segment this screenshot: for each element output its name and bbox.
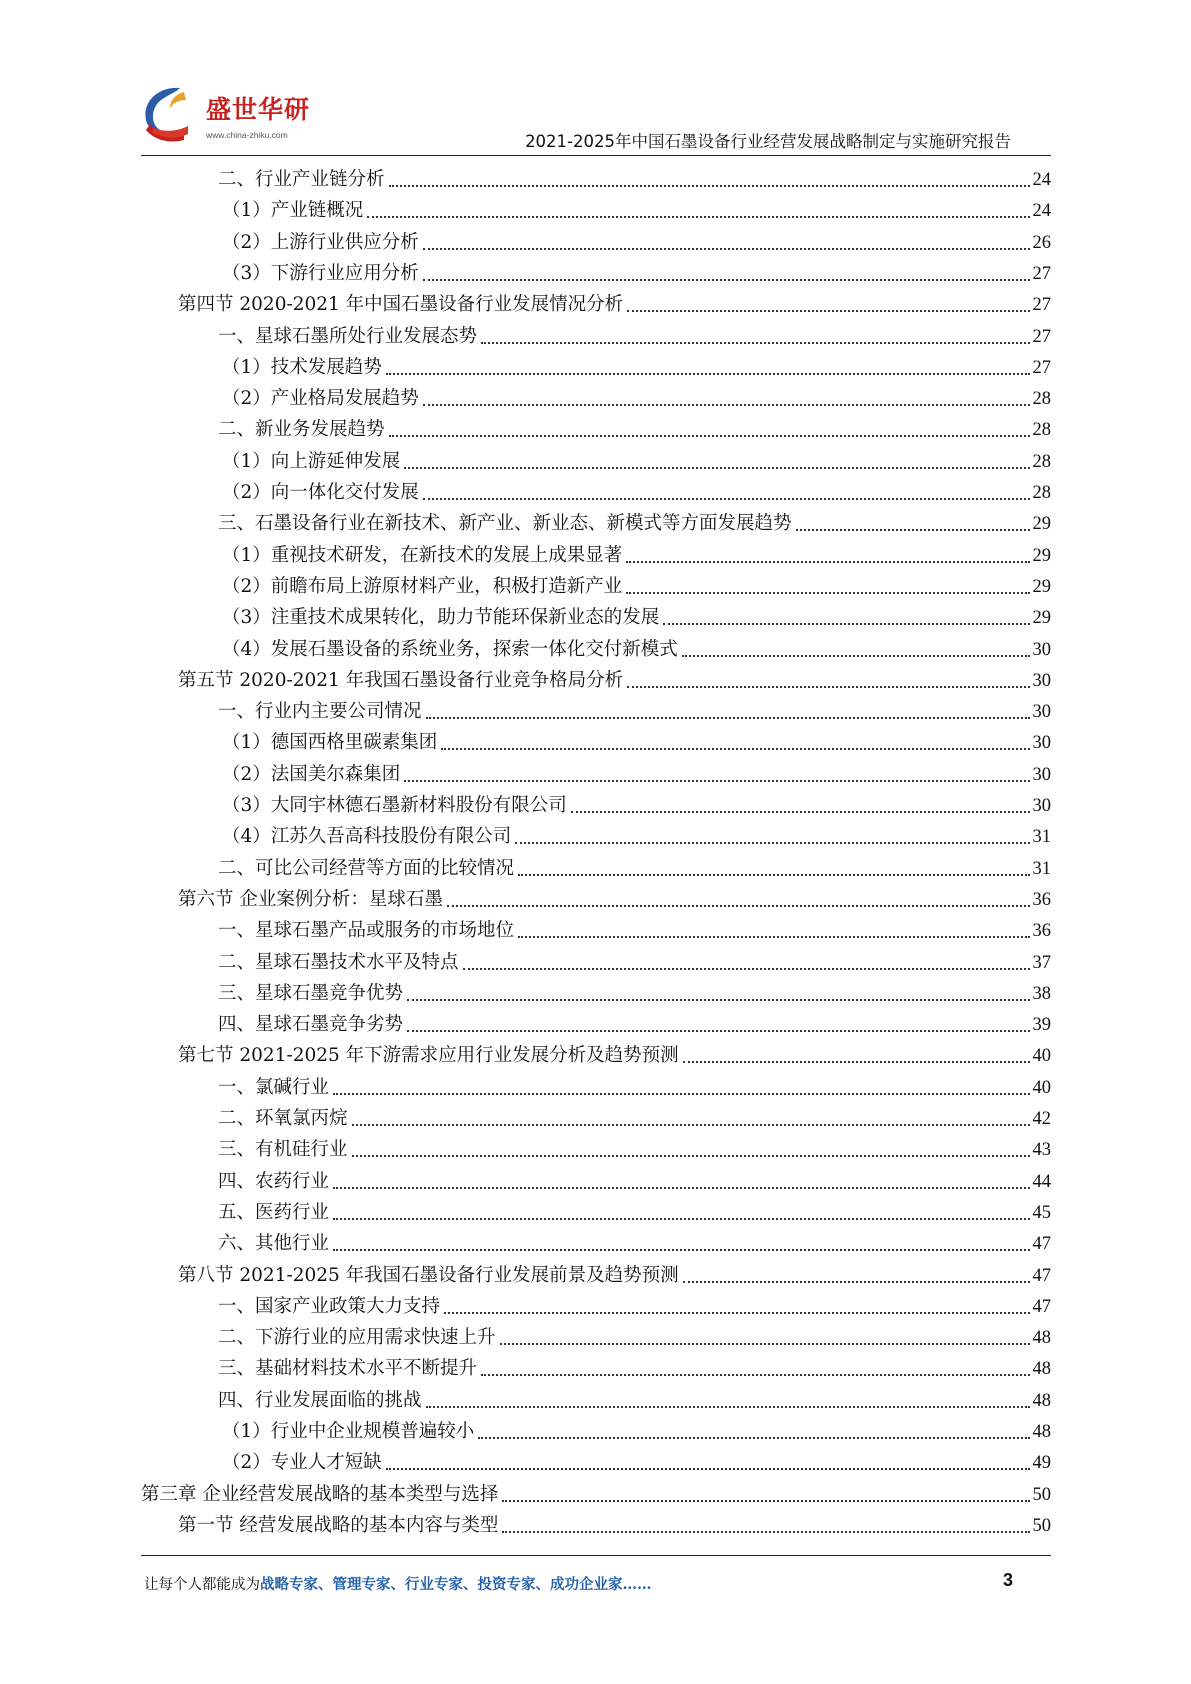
toc-entry[interactable] xyxy=(218,411,1051,442)
toc-entry-title: 第三章 企业经营发展战略的基本类型与选择 xyxy=(141,1483,499,1505)
toc-entry-page: 31 xyxy=(1032,827,1051,848)
toc-leader-dots xyxy=(625,669,1032,693)
toc-leader-dots xyxy=(421,262,1033,286)
toc-entry-title: 三、石墨设备行业在新技术、新产业、新业态、新模式等方面发展趋势 xyxy=(218,513,792,535)
toc-entry[interactable] xyxy=(218,1382,1051,1413)
toc-entry[interactable] xyxy=(222,1413,1051,1444)
toc-leader-dots xyxy=(350,1138,1033,1162)
toc-leader-dots xyxy=(569,794,1033,818)
toc-entry-title: （2）前瞻布局上游原材料产业，积极打造新产业 xyxy=(222,575,623,597)
toc-leader-dots xyxy=(624,575,1032,599)
toc-entry[interactable] xyxy=(178,881,1051,912)
toc-entry-title: （1）行业中企业规模普遍较小 xyxy=(222,1421,475,1442)
toc-entry[interactable] xyxy=(218,693,1051,724)
toc-entry-title: （2）上游行业供应分析 xyxy=(222,231,419,253)
toc-leader-dots xyxy=(421,481,1033,505)
toc-entry-title: （2）产业格局发展趋势 xyxy=(222,388,419,410)
toc-entry[interactable] xyxy=(222,192,1051,223)
toc-entry-page: 47 xyxy=(1032,1296,1051,1317)
toc-entry-title: 一、氯碱行业 xyxy=(218,1076,330,1098)
toc-entry-title: （1）重视技术研发，在新技术的发展上成果显著 xyxy=(222,544,623,566)
toc-entry-page: 40 xyxy=(1032,1046,1051,1067)
toc-entry-page: 42 xyxy=(1032,1109,1051,1129)
toc-entry[interactable] xyxy=(218,944,1051,975)
toc-entry-title: （2）专业人才短缺 xyxy=(222,1452,382,1474)
toc-entry[interactable] xyxy=(218,161,1051,192)
toc-entry-title: 一、星球石墨所处行业发展态势 xyxy=(218,325,478,347)
toc-leader-dots xyxy=(384,356,1033,380)
footer-divider xyxy=(141,1555,1051,1556)
toc-leader-dots xyxy=(794,512,1033,536)
toc-entry[interactable] xyxy=(222,631,1051,662)
toc-entry[interactable] xyxy=(222,537,1051,568)
document-title: 2021-2025年中国石墨设备行业经营发展战略制定与实施研究报告 xyxy=(525,132,1011,151)
toc-entry[interactable] xyxy=(222,818,1051,849)
toc-entry-page: 48 xyxy=(1032,1390,1051,1411)
toc-entry[interactable] xyxy=(178,1257,1051,1288)
toc-entry-page: 50 xyxy=(1032,1484,1051,1505)
toc-leader-dots xyxy=(625,293,1032,317)
toc-entry[interactable] xyxy=(222,724,1051,755)
toc-entry[interactable] xyxy=(218,1319,1051,1350)
toc-leader-dots xyxy=(421,387,1033,411)
toc-entry[interactable] xyxy=(218,912,1051,943)
toc-entry[interactable] xyxy=(218,1163,1051,1194)
toc-leader-dots xyxy=(331,1201,1032,1225)
toc-entry-title: （3）下游行业应用分析 xyxy=(222,262,419,284)
logo-name: 盛世华研 xyxy=(206,95,311,124)
toc-entry-page: 29 xyxy=(1032,576,1051,597)
toc-entry-page: 31 xyxy=(1032,858,1051,879)
toc-entry[interactable] xyxy=(218,1006,1051,1037)
toc-entry-page: 37 xyxy=(1032,952,1051,973)
toc-entry-title: 三、基础材料技术水平不断提升 xyxy=(218,1358,478,1380)
toc-entry-page: 30 xyxy=(1032,733,1051,754)
toc-entry-page: 36 xyxy=(1032,889,1051,910)
toc-entry[interactable] xyxy=(222,756,1051,787)
toc-entry-page: 27 xyxy=(1032,357,1051,378)
page-number: 3 xyxy=(1002,1570,1013,1590)
toc-entry-title: （4）江苏久吾高科技股份有限公司 xyxy=(222,826,512,848)
toc-entry[interactable] xyxy=(218,1225,1051,1256)
toc-leader-dots xyxy=(680,638,1033,662)
toc-leader-dots xyxy=(424,1389,1033,1413)
toc-entry-page: 43 xyxy=(1032,1140,1051,1161)
toc-entry[interactable] xyxy=(178,662,1051,693)
toc-leader-dots xyxy=(331,1232,1032,1256)
toc-entry-title: 第八节 2021-2025 年我国石墨设备行业发展前景及趋势预测 xyxy=(178,1264,679,1286)
toc-entry-page: 29 xyxy=(1032,545,1051,566)
toc-entry-title: 一、星球石墨产品或服务的市场地位 xyxy=(218,920,515,942)
toc-leader-dots xyxy=(424,700,1033,724)
toc-entry-page: 26 xyxy=(1032,232,1051,253)
toc-entry[interactable] xyxy=(222,255,1051,286)
toc-entry-title: 二、行业产业链分析 xyxy=(218,169,385,190)
toc-entry-title: 四、星球石墨竞争劣势 xyxy=(218,1014,404,1036)
toc-entry[interactable] xyxy=(222,443,1051,474)
toc-entry-page: 30 xyxy=(1032,670,1051,691)
toc-entry-page: 48 xyxy=(1032,1359,1051,1380)
logo-url: www.china-zhiku.com xyxy=(206,130,288,140)
toc-leader-dots xyxy=(516,919,1032,943)
toc-leader-dots xyxy=(405,982,1032,1006)
toc-entry-page: 28 xyxy=(1032,420,1051,441)
toc-leader-dots xyxy=(681,1264,1033,1288)
toc-entry-title: （2）向一体化交付发展 xyxy=(222,482,419,503)
toc-entry-page: 47 xyxy=(1032,1265,1051,1286)
toc-entry-title: 五、医药行业 xyxy=(218,1201,330,1223)
toc-leader-dots xyxy=(500,1514,1032,1538)
toc-entry-title: 三、星球石墨竞争优势 xyxy=(218,982,404,1004)
toc-entry[interactable] xyxy=(222,224,1051,255)
toc-entry-page: 39 xyxy=(1032,1015,1051,1036)
toc-entry-title: 二、星球石墨技术水平及特点 xyxy=(218,951,459,973)
toc-entry[interactable] xyxy=(218,1069,1051,1100)
toc-entry-title: 二、环氧氯丙烷 xyxy=(218,1108,348,1129)
toc-leader-dots xyxy=(421,231,1033,255)
toc-entry[interactable] xyxy=(178,286,1051,317)
toc-leader-dots xyxy=(439,731,1032,755)
toc-leader-dots xyxy=(445,888,1033,912)
toc-entry[interactable] xyxy=(222,568,1051,599)
toc-entry-page: 30 xyxy=(1032,702,1051,723)
toc-entry-page: 30 xyxy=(1032,796,1051,816)
toc-entry-title: （3）大同宇林德石墨新材料股份有限公司 xyxy=(222,795,567,816)
toc-entry-page: 28 xyxy=(1032,451,1051,472)
toc-leader-dots xyxy=(479,1357,1032,1381)
toc-entry-title: （1）德国西格里碳素集团 xyxy=(222,732,438,754)
toc-entry-title: 第一节 经营发展战略的基本内容与类型 xyxy=(178,1514,499,1536)
toc-leader-dots xyxy=(331,1170,1032,1194)
toc-entry[interactable] xyxy=(178,1507,1051,1538)
toc-entry-page: 45 xyxy=(1032,1202,1051,1223)
toc-entry-page: 36 xyxy=(1032,921,1051,942)
toc-leader-dots xyxy=(500,1483,1032,1507)
toc-leader-dots xyxy=(498,1326,1033,1350)
toc-entry[interactable] xyxy=(222,380,1051,411)
footer-slogan-lead: 让每个人都能成为 xyxy=(144,1577,260,1593)
toc-entry-page: 47 xyxy=(1032,1234,1051,1255)
toc-entry[interactable] xyxy=(178,1037,1051,1068)
toc-entry-title: 六、其他行业 xyxy=(218,1233,330,1255)
toc-entry-title: （1）向上游延伸发展 xyxy=(222,450,401,472)
toc-entry[interactable] xyxy=(218,505,1051,536)
toc-entry-title: 三、有机硅行业 xyxy=(218,1139,348,1161)
toc-leader-dots xyxy=(476,1420,1032,1444)
toc-entry[interactable] xyxy=(222,1444,1051,1475)
toc-entry-page: 27 xyxy=(1032,295,1051,316)
toc-entry[interactable] xyxy=(218,975,1051,1006)
toc-leader-dots xyxy=(331,1076,1032,1100)
toc-entry-title: 二、新业务发展趋势 xyxy=(218,419,385,441)
toc-entry[interactable] xyxy=(218,1131,1051,1162)
toc-entry-title: 四、行业发展面临的挑战 xyxy=(218,1389,422,1411)
toc-entry-page: 30 xyxy=(1032,764,1051,785)
toc-entry[interactable] xyxy=(222,474,1051,505)
header-divider xyxy=(141,155,1051,156)
toc-entry-page: 30 xyxy=(1032,639,1051,660)
toc-leader-dots xyxy=(624,544,1032,568)
toc-leader-dots xyxy=(387,168,1033,192)
toc-entry-title: 第七节 2021-2025 年下游需求应用行业发展分析及趋势预测 xyxy=(178,1045,679,1067)
toc-entry-title: （4）发展石墨设备的系统业务，探索一体化交付新模式 xyxy=(222,638,678,660)
toc-entry[interactable] xyxy=(218,850,1051,881)
toc-entry-page: 40 xyxy=(1032,1077,1051,1098)
footer-slogan-highlight: 战略专家、管理专家、行业专家、投资专家、成功企业家…… xyxy=(260,1576,652,1593)
toc-entry[interactable] xyxy=(222,349,1051,380)
toc-leader-dots xyxy=(405,1013,1032,1037)
toc-entry[interactable] xyxy=(218,1288,1051,1319)
toc-entry-page: 28 xyxy=(1032,483,1051,503)
toc-entry-title: 二、下游行业的应用需求快速上升 xyxy=(218,1327,496,1349)
toc-entry-title: （1）产业链概况 xyxy=(222,200,364,222)
toc-entry-page: 38 xyxy=(1032,983,1051,1004)
toc-leader-dots xyxy=(681,1044,1033,1068)
toc-entry-page: 44 xyxy=(1032,1171,1051,1192)
toc-entry-page: 24 xyxy=(1032,201,1051,222)
toc-entry-page: 27 xyxy=(1032,263,1051,284)
toc-entry-page: 48 xyxy=(1032,1422,1051,1442)
toc-entry-title: （1）技术发展趋势 xyxy=(222,356,382,378)
toc-leader-dots xyxy=(479,325,1032,349)
toc-leader-dots xyxy=(387,418,1033,442)
toc-leader-dots xyxy=(442,1295,1032,1319)
toc-leader-dots xyxy=(461,951,1033,975)
company-logo xyxy=(140,84,340,146)
toc-entry-page: 48 xyxy=(1032,1328,1051,1349)
toc-entry-title: 四、农药行业 xyxy=(218,1170,330,1192)
toc-entry-page: 28 xyxy=(1032,389,1051,410)
toc-entry-title: 第六节 企业案例分析：星球石墨 xyxy=(178,888,443,910)
toc-leader-dots xyxy=(516,857,1032,881)
toc-entry[interactable] xyxy=(222,599,1051,630)
toc-entry[interactable] xyxy=(218,1100,1051,1131)
toc-entry-title: 第五节 2020-2021 年我国石墨设备行业竞争格局分析 xyxy=(178,669,624,691)
toc-entry[interactable] xyxy=(218,1350,1051,1381)
toc-entry-title: 二、可比公司经营等方面的比较情况 xyxy=(218,857,515,879)
toc-entry-page: 29 xyxy=(1032,608,1051,629)
toc-entry-page: 50 xyxy=(1032,1515,1051,1536)
toc-leader-dots xyxy=(350,1107,1033,1131)
toc-entry-title: （3）注重技术成果转化，助力节能环保新业态的发展 xyxy=(222,607,660,629)
toc-leader-dots xyxy=(513,825,1032,849)
footer-slogan xyxy=(144,1573,652,1594)
toc-leader-dots xyxy=(402,763,1032,787)
toc-leader-dots xyxy=(384,1451,1033,1475)
page-header xyxy=(0,0,1191,160)
toc-leader-dots xyxy=(661,606,1032,630)
toc-entry-title: 第四节 2020-2021 年中国石墨设备行业发展情况分析 xyxy=(178,294,624,316)
toc-entry-title: 一、国家产业政策大力支持 xyxy=(218,1295,441,1317)
toc-entry[interactable] xyxy=(218,318,1051,349)
toc-entry-title: 一、行业内主要公司情况 xyxy=(218,701,422,723)
toc-leader-dots xyxy=(365,199,1032,223)
toc-leader-dots xyxy=(402,450,1032,474)
logo-mark-icon xyxy=(140,84,204,146)
toc-entry-page: 49 xyxy=(1032,1453,1051,1474)
toc-entry[interactable] xyxy=(218,1194,1051,1225)
toc-entry-page: 27 xyxy=(1032,326,1051,347)
toc-entry[interactable] xyxy=(222,787,1051,818)
toc-entry-page: 29 xyxy=(1032,514,1051,535)
toc-entry-page: 24 xyxy=(1032,170,1051,190)
toc-entry-title: （2）法国美尔森集团 xyxy=(222,763,401,785)
toc-entry[interactable] xyxy=(141,1476,1051,1507)
